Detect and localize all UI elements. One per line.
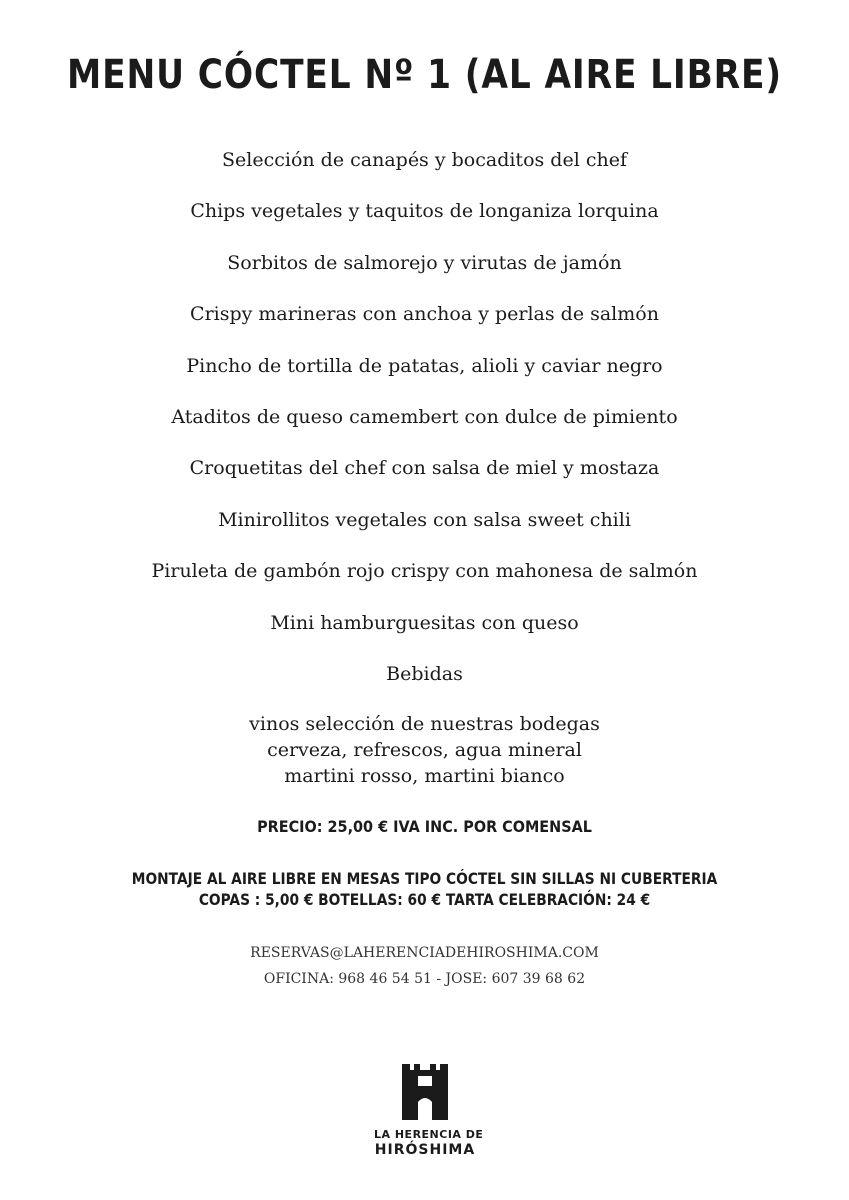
menu-item: Croquetitas del chef con salsa de miel y mostaza — [189, 457, 660, 480]
brand-logo — [374, 1062, 484, 1158]
drinks-heading: Bebidas — [386, 662, 463, 685]
page-title: MENU CÓCTEL Nº 1 (AL AIRE LIBRE) — [67, 52, 782, 98]
contact-phones: OFICINA: 968 46 54 51 - JOSE: 607 39 68 62 — [263, 971, 586, 987]
menu-item: Minirollitos vegetales con salsa sweet chili — [218, 508, 631, 531]
logo-text-line2: HIRÓSHIMA — [374, 1142, 476, 1158]
menu-item: Sorbitos de salmorejo y virutas de jamón — [227, 251, 622, 274]
setup-line: MONTAJE AL AIRE LIBRE EN MESAS TIPO CÓCTEL SIN SILLAS NI CUBERTERIA — [131, 869, 718, 888]
menu-item: Pincho de tortilla de patatas, alioli y caviar negro — [186, 354, 663, 377]
price-line: PRECIO: 25,00 € IVA INC. POR COMENSAL — [257, 817, 592, 836]
drinks-line: martini rosso, martini bianco — [284, 765, 565, 787]
menu-item: Selección de canapés y bocaditos del chef — [222, 149, 627, 171]
menu-items-list — [0, 143, 849, 708]
drinks-list — [0, 711, 849, 789]
menu-item: Ataditos de queso camembert con dulce de pimiento — [171, 405, 678, 428]
contact-info — [0, 940, 849, 992]
setup-info — [59, 868, 789, 910]
logo-text-line1: LA HERENCIA DE — [374, 1128, 484, 1141]
drinks-line: cerveza, refrescos, agua mineral — [267, 739, 582, 761]
menu-item: Chips vegetales y taquitos de longaniza lorquina — [190, 200, 659, 223]
drinks-line: vinos selección de nuestras bodegas — [249, 713, 600, 735]
menu-item: Crispy marineras con anchoa y perlas de salmón — [190, 303, 659, 326]
menu-item: Piruleta de gambón rojo crispy con mahonesa de salmón — [151, 560, 698, 583]
castle-tower-icon — [400, 1062, 450, 1122]
contact-email: RESERVAS@LAHERENCIADEHIROSHIMA.COM — [250, 945, 599, 961]
extras-price-line: COPAS : 5,00 € BOTELLAS: 60 € TARTA CELEBRACIÓN: 24 € — [198, 890, 651, 909]
menu-item: Mini hamburguesitas con queso — [270, 611, 579, 634]
